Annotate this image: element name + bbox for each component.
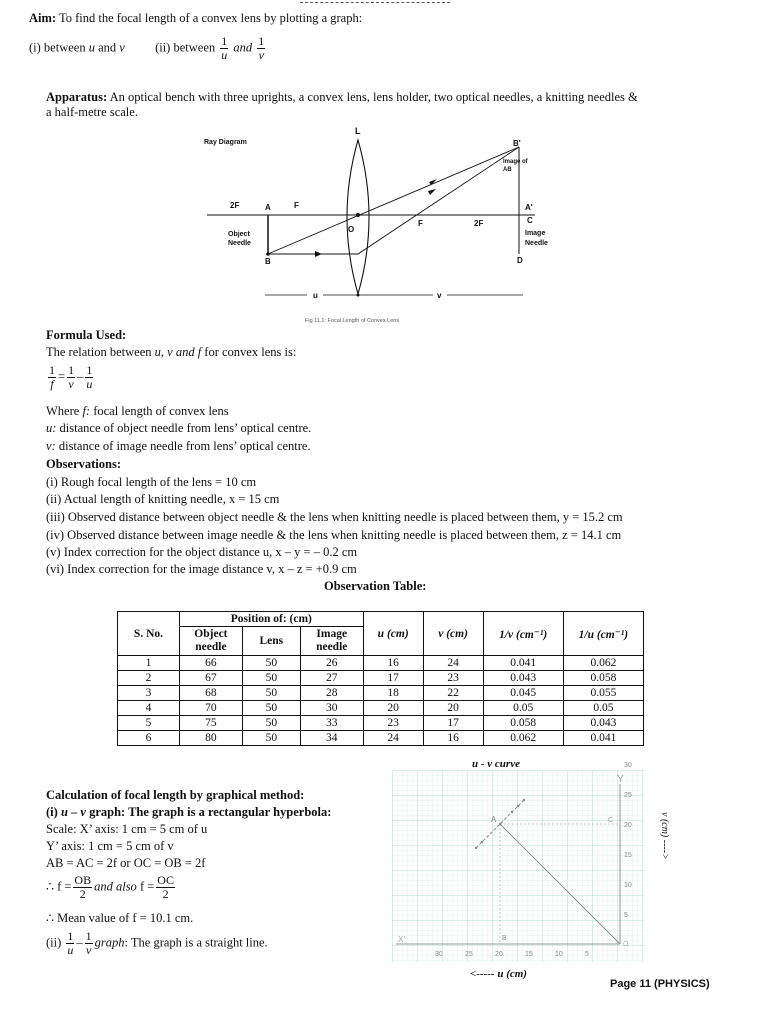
apparatus-label: Apparatus:	[46, 90, 108, 104]
observation-item: (vi) Index correction for the image distance v, x – z = +0.9 cm	[46, 562, 357, 576]
apparatus-text2: a half-metre scale.	[46, 105, 138, 119]
calc-item-ii: (ii) $\frac{1}{u}$ – $\frac{1}{v}$ graph: The graph is a straight line.	[46, 929, 268, 957]
x-tick-label: 10	[555, 951, 563, 958]
aim-parts	[29, 35, 267, 62]
table-row: 5 75 50 33 23 17 0.058 0.043	[118, 716, 644, 731]
apparatus-text1: An optical bench with three uprights, a convex lens, lens holder, two optical needles, a knitting needles &	[109, 90, 638, 104]
graph-title: u - v curve	[472, 758, 520, 770]
table-row: 1 66 50 26 16 24 0.041 0.062	[118, 656, 644, 671]
frac-1-u: $\frac{1}{u}$	[86, 363, 93, 391]
label-F-left: F	[294, 201, 299, 210]
aim-and-italic: and	[233, 40, 253, 55]
label-D: D	[517, 256, 523, 265]
aim-and: and	[98, 40, 117, 55]
point-B	[266, 252, 270, 256]
label-object-needle: Needle	[228, 240, 251, 247]
page-number: Page 11 (PHYSICS)	[610, 978, 710, 990]
point-A-label: A	[491, 815, 497, 824]
y-axis-label-wrap	[656, 812, 676, 882]
header-dashes	[300, 2, 450, 4]
header-image: Image needle	[300, 627, 363, 656]
data-point	[481, 841, 483, 843]
aim-line	[29, 10, 362, 26]
u-definition: u: distance of object needle from lens’ optical centre.	[46, 421, 312, 435]
v-definition: v: distance of image needle from lens’ optical centre.	[46, 439, 311, 453]
scale-y: Y’ axis: 1 cm = 5 cm of v	[46, 839, 174, 853]
ray-diagram-title: Ray Diagram	[204, 139, 247, 146]
lens-formula: $\frac{1}{f}$ = $\frac{1}{v}$ – $\frac{1}{u}$	[49, 363, 93, 391]
relation-vars: u, v and f	[154, 345, 202, 359]
where-f: Where f: focal length of convex lens	[46, 404, 229, 418]
observation-table	[117, 611, 644, 746]
y-tick-label: 30	[624, 762, 632, 769]
observation-item: (i) Rough focal length of the lens = 10 cm	[46, 475, 257, 489]
label-image-needle: Needle	[525, 240, 548, 247]
header-u: u (cm)	[363, 612, 423, 656]
header-object: Object needle	[179, 627, 242, 656]
frac-1-v: $\frac{1}{v}$	[68, 363, 75, 391]
y-axis-Y: Y	[617, 774, 624, 785]
y-tick-label: 15	[624, 852, 632, 859]
data-point	[517, 805, 519, 807]
x-tick-label: 20	[495, 951, 503, 958]
aim-text: To find the focal length of a convex lens by plotting a graph:	[58, 11, 363, 25]
x-axis-X-prime: X'	[398, 935, 405, 944]
apparatus-line1	[46, 89, 638, 105]
x-tick-label: 25	[465, 951, 473, 958]
calc-item-i: (i) u – v graph: The graph is a rectangular hyperbola:	[46, 805, 332, 819]
data-point	[523, 799, 525, 801]
y-tick-label: 5	[624, 912, 628, 919]
lens-label-L: L	[355, 126, 361, 136]
ray-diagram	[195, 122, 575, 327]
x-axis-label: <----- u (cm)	[470, 968, 527, 980]
label-A-prime: A'	[525, 203, 533, 212]
label-2F-right: 2F	[474, 219, 484, 228]
ray-through-centre	[268, 147, 519, 254]
table-row: 2 67 50 27 17 23 0.043 0.058	[118, 671, 644, 686]
data-point	[511, 811, 513, 813]
header-lens: Lens	[242, 627, 300, 656]
calc-mean: ∴ Mean value of f = 10.1 cm.	[46, 911, 194, 925]
y-tick-label: 25	[624, 792, 632, 799]
header-sno: S. No.	[118, 612, 180, 656]
x-tick-label: 30	[435, 951, 443, 958]
point-B-label: B	[502, 935, 507, 942]
label-A: A	[265, 203, 271, 212]
observation-item: (v) Index correction for the object distance u, x – y = – 0.2 cm	[46, 545, 358, 559]
calc-ab: AB = AC = 2f or OC = OB = 2f	[46, 856, 206, 870]
table-row: 6 80 50 34 24 16 0.062 0.041	[118, 731, 644, 746]
label-B: B	[265, 257, 271, 266]
label-2F-left: 2F	[230, 201, 240, 210]
calc-heading: Calculation of focal length by graphical method:	[46, 788, 305, 802]
aim-frac-v: $\frac{1}{v}$	[258, 34, 265, 62]
observation-item: (iv) Observed distance between image needle & the lens when knitting needle is placed between them, z = 14.1 cm	[46, 528, 622, 542]
origin-label: O	[623, 941, 629, 948]
y-tick-label: 20	[624, 822, 632, 829]
arrow-1	[315, 251, 322, 257]
aim-v: v	[119, 40, 125, 55]
aim-part-ii: (ii) between	[155, 40, 216, 55]
observation-item: (iii) Observed distance between object needle & the lens when knitting needle is placed between them, y = 15.2 cm	[46, 510, 623, 524]
header-v: v (cm)	[423, 612, 483, 656]
header-inv-u: 1/u (cm⁻¹)	[563, 612, 643, 656]
y-axis-label: v (cm) ---->	[659, 812, 670, 860]
x-tick-label: 15	[525, 951, 533, 958]
formula-relation: The relation between u, v and f for convex lens is:	[46, 345, 297, 359]
frac-oc-2: $\frac{OC}{2}$	[157, 873, 174, 901]
formula-heading: Formula Used:	[46, 328, 127, 342]
aim-label: Aim:	[29, 11, 57, 25]
table-row: 3 68 50 28 18 22 0.045 0.055	[118, 686, 644, 701]
label-image-of: Image of	[503, 159, 528, 165]
label-F-right: F	[418, 219, 423, 228]
header-inv-v: 1/v (cm⁻¹)	[483, 612, 563, 656]
label-u-distance: u	[313, 291, 318, 300]
observation-item: (ii) Actual length of knitting needle, x = 15 cm	[46, 492, 280, 506]
aim-u: u	[88, 40, 95, 55]
label-C: C	[527, 216, 533, 225]
table-title: Observation Table:	[324, 579, 427, 593]
label-object: Object	[228, 231, 250, 238]
observations-heading: Observations:	[46, 457, 121, 471]
x-tick-label: 5	[585, 951, 589, 958]
label-image: Image	[525, 230, 546, 237]
arrow-2	[428, 189, 436, 195]
header-position: Position of: (cm)	[179, 612, 363, 627]
graph-paper	[392, 770, 644, 962]
label-image-of-ab: AB	[503, 167, 512, 173]
data-point	[475, 847, 477, 849]
figure-caption: Fig 11.1: Focal Length of Convex Lens	[305, 318, 400, 324]
y-tick-label: 10	[624, 882, 632, 889]
label-v-distance: v	[437, 291, 442, 300]
table-header-row	[118, 612, 644, 627]
label-B-prime: B'	[513, 139, 521, 148]
point-C-label: C	[608, 817, 614, 824]
aim-part-i: (i) between	[29, 40, 86, 55]
scale-x: Scale: X’ axis: 1 cm = 5 cm of u	[46, 822, 208, 836]
calc-f: ∴ f = $\frac{OB}{2}$ and also f = $\frac{OC}{2}$	[46, 873, 174, 901]
label-O: O	[348, 225, 355, 234]
table-row: 4 70 50 30 20 20 0.05 0.05	[118, 701, 644, 716]
aim-frac-u: $\frac{1}{u}$	[221, 34, 228, 62]
point-O	[356, 213, 360, 217]
frac-1-f: $\frac{1}{f}$	[49, 363, 55, 391]
frac-ob-2: $\frac{OB}{2}$	[74, 873, 92, 901]
